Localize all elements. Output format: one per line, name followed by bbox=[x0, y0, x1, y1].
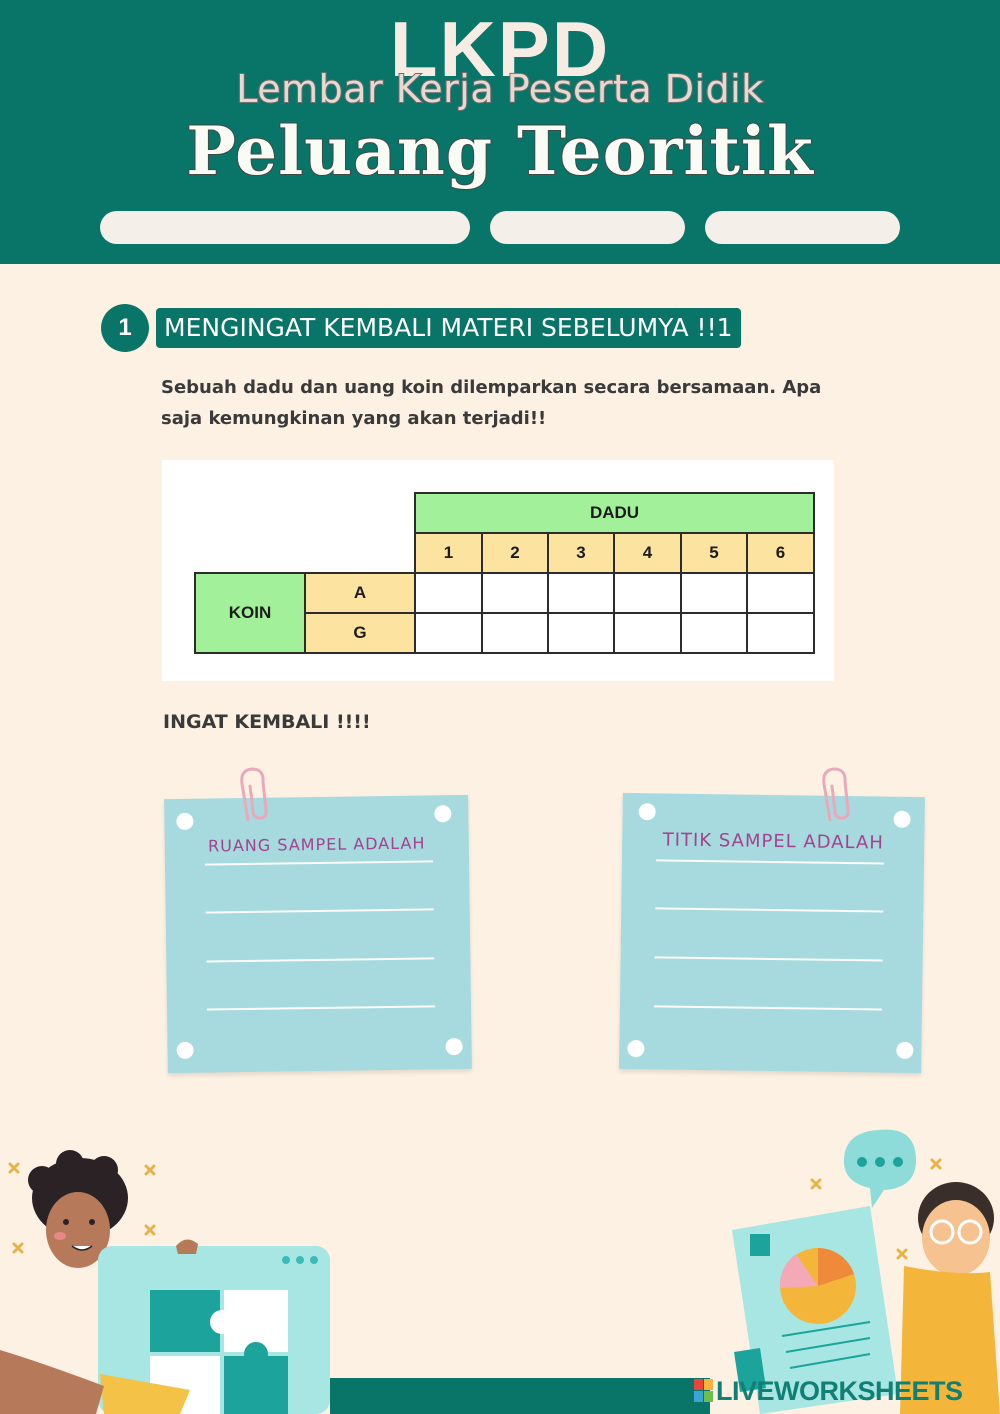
note-titik-sampel bbox=[619, 793, 925, 1073]
answer-cell[interactable] bbox=[614, 573, 681, 613]
pin-icon bbox=[176, 1042, 193, 1059]
koin-header: KOIN bbox=[195, 573, 305, 653]
dadu-header: DADU bbox=[415, 493, 814, 533]
pin-icon bbox=[627, 1040, 644, 1057]
answer-line[interactable] bbox=[655, 907, 883, 912]
pin-icon bbox=[893, 811, 910, 828]
dadu-value: 2 bbox=[482, 533, 548, 573]
section-number: 1 bbox=[101, 304, 149, 352]
dadu-value: 4 bbox=[614, 533, 681, 573]
header-banner bbox=[0, 0, 1000, 264]
name-field[interactable] bbox=[100, 211, 470, 244]
number-field[interactable] bbox=[705, 211, 900, 244]
paperclip-icon bbox=[236, 766, 272, 824]
teacher-chart-illustration bbox=[720, 1126, 1000, 1414]
table-card bbox=[162, 460, 834, 681]
remember-label: INGAT KEMBALI !!!! bbox=[163, 711, 371, 733]
answer-cell[interactable] bbox=[415, 613, 482, 653]
question-text: Sebuah dadu dan uang koin dilemparkan secara bersamaan. Apa saja kemungkinan yang akan terjadi!! bbox=[161, 377, 822, 429]
answer-line[interactable] bbox=[656, 859, 884, 864]
pin-icon bbox=[434, 805, 451, 822]
answer-cell[interactable] bbox=[415, 573, 482, 613]
note-title: RUANG SAMPEL ADALAH bbox=[207, 833, 426, 856]
answer-cell[interactable] bbox=[482, 613, 548, 653]
answer-cell[interactable] bbox=[482, 573, 548, 613]
dice-coin-table bbox=[194, 492, 815, 654]
answer-line[interactable] bbox=[206, 908, 434, 913]
dadu-value: 1 bbox=[415, 533, 482, 573]
paperclip-icon bbox=[818, 766, 854, 824]
watermark[interactable] bbox=[694, 1376, 994, 1406]
answer-cell[interactable] bbox=[548, 613, 614, 653]
answer-line[interactable] bbox=[206, 957, 434, 962]
dadu-value: 6 bbox=[747, 533, 814, 573]
subtitle: Lembar Kerja Peserta Didik bbox=[236, 67, 764, 111]
answer-line[interactable] bbox=[207, 1005, 435, 1010]
pin-icon bbox=[445, 1038, 462, 1055]
answer-line[interactable] bbox=[205, 860, 433, 865]
section-title: MENGINGAT KEMBALI MATERI SEBELUMYA !!1 bbox=[156, 308, 741, 348]
dadu-value: 5 bbox=[681, 533, 747, 573]
watermark-text: LIVEWORKSHEETS bbox=[716, 1376, 963, 1406]
note-title: TITIK SAMPEL ADALAH bbox=[662, 829, 885, 854]
answer-cell[interactable] bbox=[747, 613, 814, 653]
answer-cell[interactable] bbox=[747, 573, 814, 613]
answer-cell[interactable] bbox=[614, 613, 681, 653]
answer-line[interactable] bbox=[655, 956, 883, 961]
koin-value: G bbox=[305, 613, 415, 653]
pin-icon bbox=[896, 1042, 913, 1059]
liveworksheets-logo-icon bbox=[694, 1379, 714, 1403]
koin-value: A bbox=[305, 573, 415, 613]
class-field[interactable] bbox=[490, 211, 685, 244]
page-title: Peluang Teoritik bbox=[186, 112, 814, 190]
dadu-value: 3 bbox=[548, 533, 614, 573]
footer-bar bbox=[330, 1378, 710, 1414]
student-puzzle-illustration bbox=[0, 1150, 340, 1414]
lkpd-heading: LKPD bbox=[389, 5, 611, 93]
pin-icon bbox=[176, 813, 193, 830]
answer-cell[interactable] bbox=[681, 613, 747, 653]
pin-icon bbox=[639, 803, 656, 820]
answer-cell[interactable] bbox=[548, 573, 614, 613]
answer-cell[interactable] bbox=[681, 573, 747, 613]
note-ruang-sampel bbox=[164, 795, 472, 1073]
answer-line[interactable] bbox=[654, 1005, 882, 1010]
